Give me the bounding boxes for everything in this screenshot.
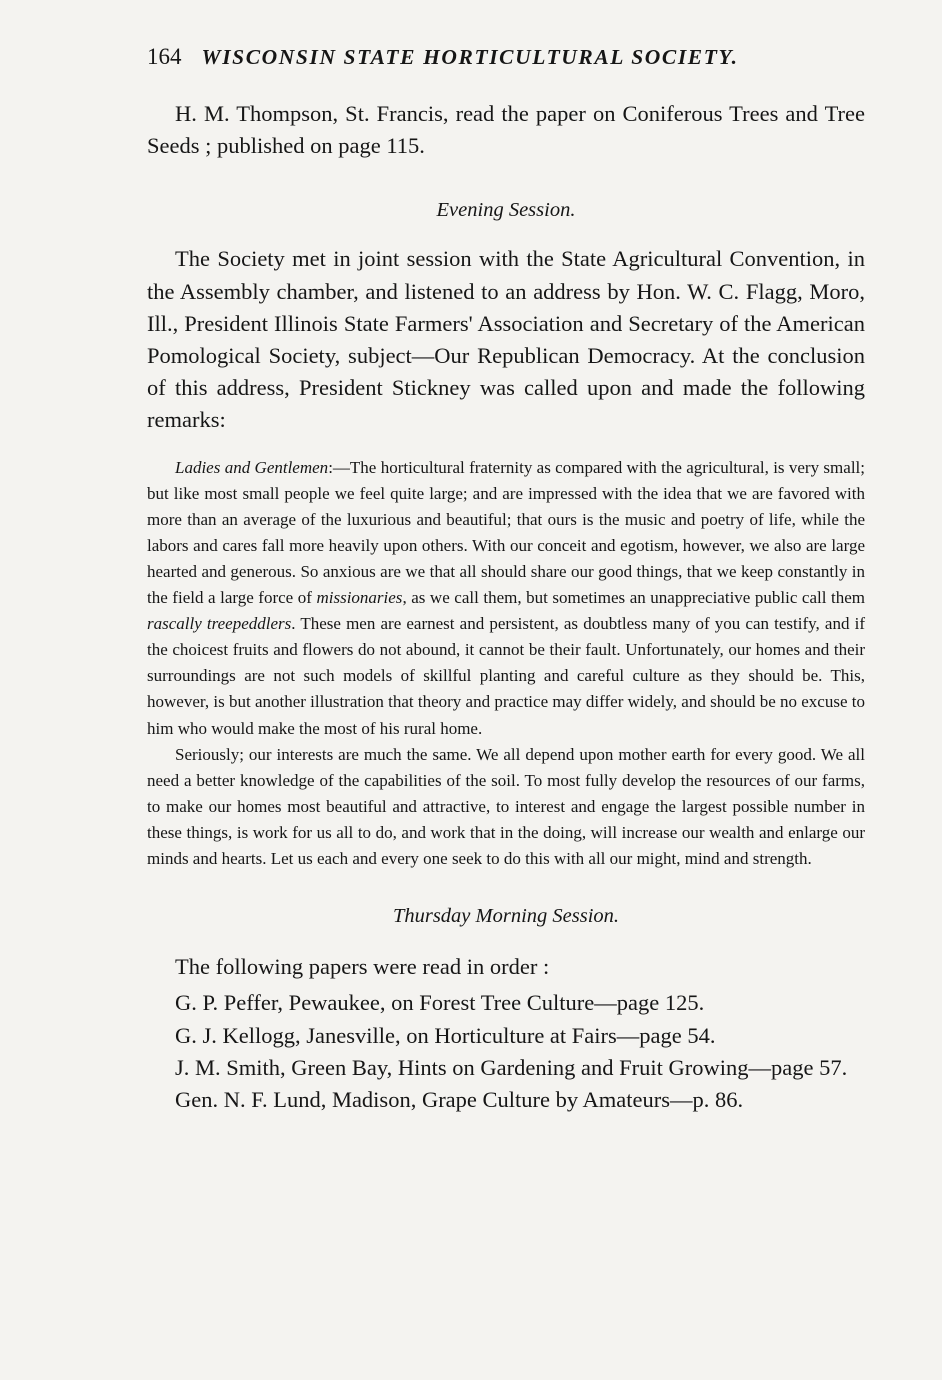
paper-list bbox=[147, 987, 865, 1116]
remarks-text-1: :—The horticultural fraternity as compared with the agricultural, is very small; but like most small people we feel quite large; and are impressed with the idea that we are favored with more than an average of the luxurious and beautiful; that ours is the music and poetry of life, while the labors and cares fall more heavily upon others. With our conceit and egotism, however, we also are large hearted and generous. So anxious are we that all should share our good things, that we keep constantly in the field a large force of bbox=[147, 457, 865, 608]
remarks-rascally: rascally treepeddlers bbox=[147, 614, 292, 634]
paper-item: G. P. Peffer, Pewaukee, on Forest Tree Culture—page 125. bbox=[175, 990, 705, 1016]
paper-item: J. M. Smith, Green Bay, Hints on Gardening and Fruit Growing—page 57. bbox=[175, 1054, 848, 1080]
remarks-text-3: . These men are earnest and persistent, as doubtless many of you can testify, and if the choicest fruits and flowers do not abound, it cannot be their fault. Unfortunately, our homes and their surroundings are not such models of skillful planting and careful culture as they should be. This, however, is but another illustration that theory and practice may differ widely, and should be no excuse to him who would make the most of his rural home. bbox=[147, 614, 865, 738]
paragraph-seriously: Seriously; our interests are much the same. We all depend upon mother earth for every good. We all need a better knowledge of the capabilities of the soil. To most fully develop the resources of our farms, to make our homes most beautiful and attractive, to interest and engage the largest possible number in these things, is work for us all to do, and work that in the doing, will increase our wealth and enlarge our minds and hearts. Let us each and every one seek to do this with all our might, mind and strength. bbox=[147, 744, 865, 869]
paper-item: G. J. Kellogg, Janesville, on Horticulture at Fairs—page 54. bbox=[175, 1022, 716, 1048]
heading-thursday-session: Thursday Morning Session. bbox=[392, 905, 620, 928]
page-number: 164 bbox=[147, 44, 182, 69]
paragraph-thompson: H. M. Thompson, St. Francis, read the paper on Coniferous Trees and Tree Seeds ; published on page 115. bbox=[147, 101, 865, 159]
paragraph-remarks bbox=[147, 455, 865, 742]
paper-item: Gen. N. F. Lund, Madison, Grape Culture by Amateurs—p. 86. bbox=[175, 1086, 744, 1112]
running-head-title: WISCONSIN STATE HORTICULTURAL SOCIETY. bbox=[201, 45, 739, 69]
remarks-text-2: , as we call them, but sometimes an unappreciative public call them bbox=[402, 588, 865, 608]
heading-evening-session: Evening Session. bbox=[436, 199, 576, 222]
salutation: Ladies and Gentlemen bbox=[175, 457, 329, 477]
paragraph-society-met: The Society met in joint session with the State Agricultural Convention, in the Assembly chamber, and listened to an address by Hon. W. C. Flagg, Moro, Ill., President Illinois State Farmers' Association and Secretary of the American Pomological Society, subject—Our Republican Democracy. At the conclusion of this address, President Stickney was called upon and made the following remarks: bbox=[147, 246, 865, 433]
paragraph-following-papers: The following papers were read in order : bbox=[175, 954, 550, 980]
running-head bbox=[147, 44, 865, 78]
document-page bbox=[147, 44, 865, 1116]
remarks-missionaries: missionaries bbox=[316, 588, 403, 608]
